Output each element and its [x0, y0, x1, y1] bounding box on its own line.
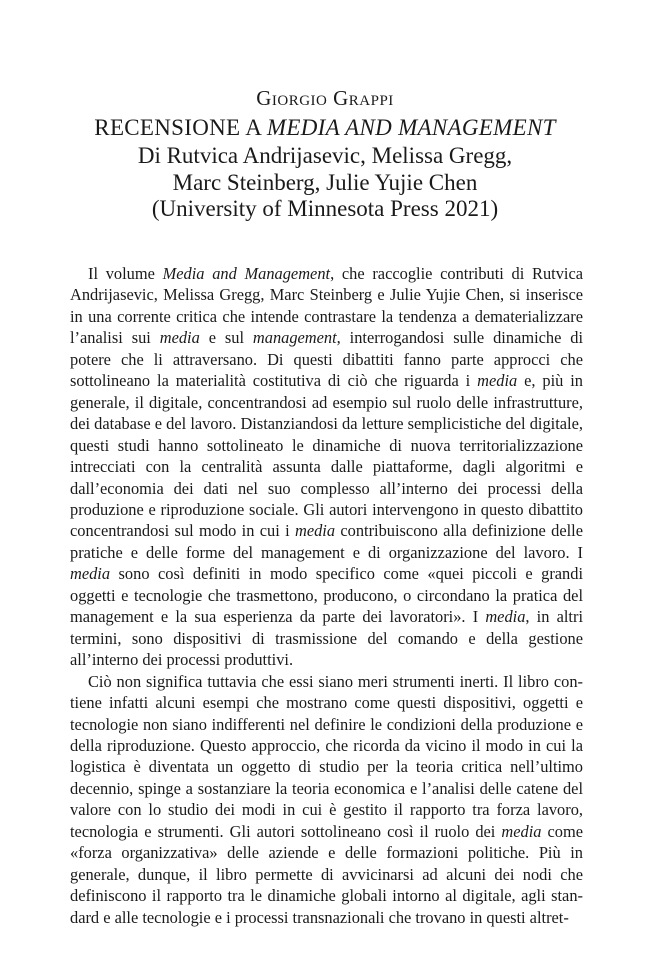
text-run: Ciò non significa tuttavia che essi siano meri strumenti inerti. Il libro contiene infatti alcuni esempi che mostrano come questi dispositivi, oggetti e tecnologie non siano indifferenti nel definire le condizioni della produzione e della riproduzione. Questo approccio, che ricorda da vicino il modo in cui la logistica è diventata un oggetto di studio per la teoria critica nell’ultimo decennio, spinge a sostanziare la teoria economica e l’analisi delle catene del valore con lo studio dei modi in cui è gestito il rapporto tra forza lavoro, tecnologia e strumenti. Gli autori sottolineano così il ruolo dei [70, 671, 583, 841]
text-run: sono così definiti in modo specifico come «quei piccoli e grandi oggetti e tecnologie che trasmettono, producono, o circondano la pratica del management e la sua esperienza da parte dei lavoratori». I [70, 564, 583, 627]
italic-term: media [485, 607, 526, 627]
italic-term: media [294, 521, 336, 541]
italic-term: media [70, 564, 111, 584]
book-authors-line-1: Di Rutvica Andrijasevic, Melissa Gregg, [137, 143, 513, 168]
text-run: Il volume [88, 264, 163, 283]
author-name: Giorgio Grappi [256, 86, 394, 110]
italic-term: media [477, 371, 518, 391]
text-run: , in altri termini, sono dispositivi di trasmissione del comando e della gestione all’interno dei processi produttivi. [70, 607, 584, 670]
paragraph [70, 263, 583, 671]
italic-term: management [252, 328, 337, 348]
publisher-line: (University of Minnesota Press 2021) [151, 196, 499, 221]
title-prefix: RECENSIONE A [94, 115, 267, 140]
book-authors-line-2: Marc Steinberg, Julie Yujie Chen [172, 169, 478, 195]
paragraph [70, 671, 583, 928]
text-run: e sul [199, 328, 253, 348]
text-run: , che raccoglie contributi di Rutvica Andrijasevic, Melissa Gregg, Marc Steinberg e Julie Yujie Chen, si inserisce in una corrente critica che intende contrastare la tendenza a dematerializzare l’analisi sui [70, 264, 583, 348]
text-run: come «forza organizzativa» delle aziende e delle formazioni politiche. Più in generale, dunque, il libro permette di avvicinarsi ad alcuni dei nodi che definiscono il rapporto tra le dinamiche globali intorno al digitale, agli standard e alle tecnologie e i processi transnazionali che trovano in questi altret- [70, 821, 583, 927]
italic-term: media [501, 821, 542, 841]
article-header [0, 83, 650, 223]
review-body [70, 263, 583, 928]
italic-term: Media and Management [162, 264, 331, 283]
text-run: e, più in generale, il digitale, concentrandosi ad esempio sul ruolo delle infrastrutture, dei database e del lavoro. Distanziandosi da letture semplicistiche del digitale, questi studi hanno sottolineato le dinamiche di nuova territorializzazione intrecciati con la centralità assunta dalle piattaforme, dagli algoritmi e dall’economia dei dati nel suo complesso all’interno dei processi della produzione e riproduzione sociale. Gli autori intervengono in questo dibattito concentrandosi sul modo in cui i [70, 371, 584, 541]
text-run: contribuiscono alla definizione delle pratiche e delle forme del management e di organizzazione del lavoro. I [70, 521, 584, 562]
italic-term: media [159, 328, 200, 348]
article-title [0, 113, 650, 143]
book-title: MEDIA AND MANAGEMENT [266, 115, 556, 140]
text-run: , interrogandosi sulle dinamiche di potere che li attraversano. Di questi dibattiti fanno parte approcci che sottolineano la materialità costitutiva di ciò che riguarda i [70, 328, 584, 391]
